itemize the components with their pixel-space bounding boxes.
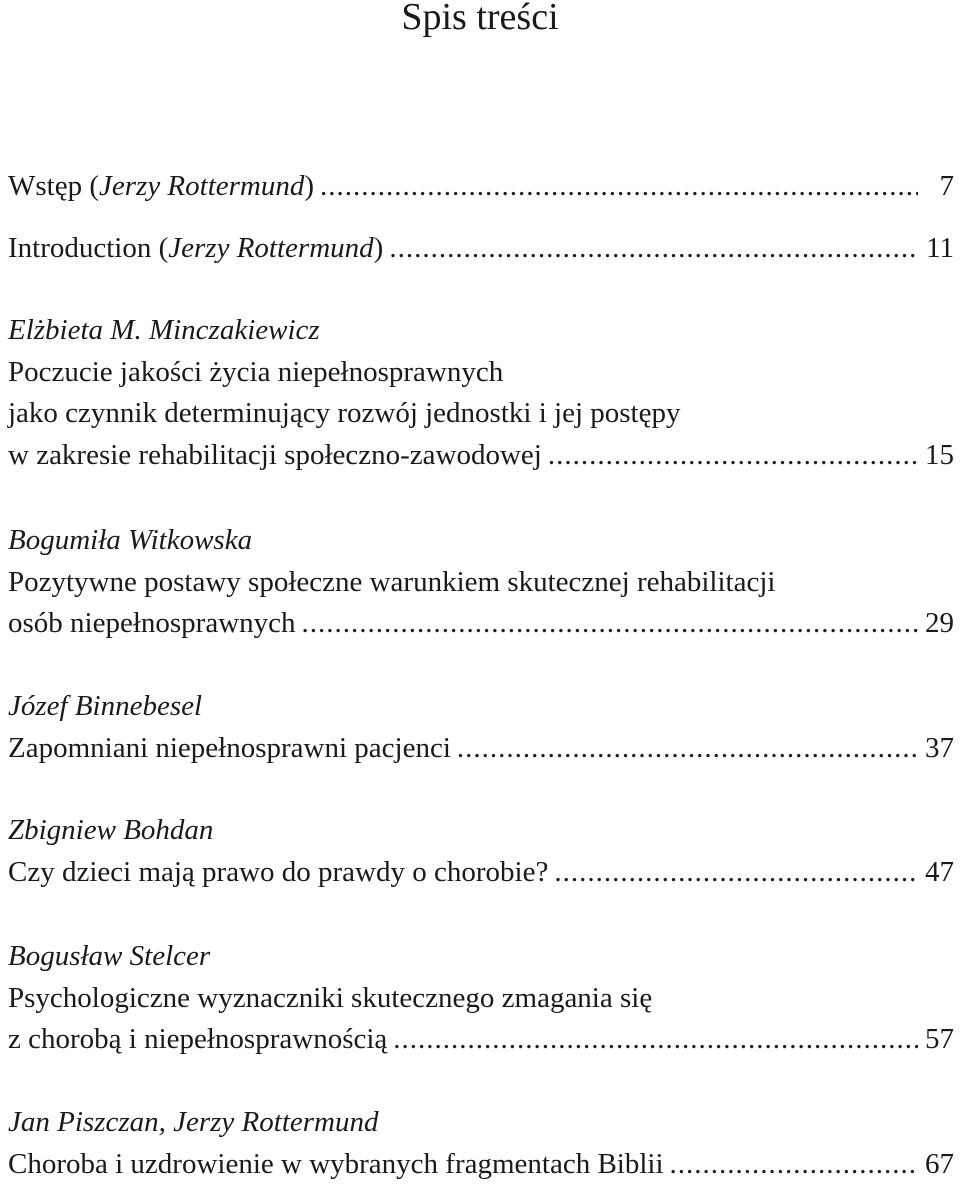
toc-entry-title: Czy dzieci mają prawo do prawdy o chorobie? — [8, 852, 548, 894]
toc-entry[interactable] — [8, 520, 954, 645]
page-number: 11 — [924, 228, 954, 270]
dot-leader — [548, 435, 918, 477]
page-number: 7 — [924, 166, 954, 208]
toc-entry-title-line: jako czynnik determinujący rozwój jednostki i jej postępy — [8, 393, 954, 435]
toc-entry-author: Jan Piszczan, Jerzy Rottermund — [8, 1102, 954, 1144]
toc-entry-author: Zbigniew Bohdan — [8, 810, 954, 852]
toc-entry-title-line: Psychologiczne wyznaczniki skutecznego zmagania się — [8, 978, 954, 1020]
toc-entry-title: Zapomniani niepełnosprawni pacjenci — [8, 728, 451, 770]
toc-entry-line — [8, 1144, 954, 1185]
page-number: 15 — [924, 435, 954, 477]
toc-entry-author: Józef Binnebesel — [8, 686, 954, 728]
toc-entry-title-line: Pozytywne postawy społeczne warunkiem skutecznej rehabilitacji — [8, 562, 954, 604]
dot-leader — [670, 1144, 918, 1185]
page-number: 47 — [924, 852, 954, 894]
toc-entry-line — [8, 603, 954, 645]
toc-entry-author: Bogumiła Witkowska — [8, 520, 954, 562]
toc-entry-author: Bogusław Stelcer — [8, 936, 954, 978]
toc-entry-line — [8, 852, 954, 894]
toc-entry-title-line: Poczucie jakości życia niepełnosprawnych — [8, 352, 954, 394]
toc-entry-line — [8, 228, 954, 270]
toc-entry-title: Wstęp (Jerzy Rottermund) — [8, 166, 314, 208]
toc-entry[interactable] — [8, 310, 954, 476]
toc-entry[interactable] — [8, 810, 954, 893]
toc-entry-title: Introduction (Jerzy Rottermund) — [8, 228, 383, 270]
toc-entry-line — [8, 166, 954, 208]
toc-entry-line — [8, 435, 954, 477]
page-number: 57 — [924, 1019, 954, 1061]
dot-leader — [457, 728, 918, 770]
toc-entry-title: Choroba i uzdrowienie w wybranych fragmentach Biblii — [8, 1144, 664, 1185]
toc-entry-author: Elżbieta M. Minczakiewicz — [8, 310, 954, 352]
toc-entry-author: Jerzy Rottermund — [99, 170, 304, 202]
toc-entry[interactable] — [8, 936, 954, 1061]
toc-entry-author: Jerzy Rottermund — [168, 232, 373, 264]
page-title: Spis treści — [0, 0, 960, 40]
page-number: 29 — [924, 603, 954, 645]
toc-entry-line — [8, 1019, 954, 1061]
page-number: 37 — [924, 728, 954, 770]
toc-entry-line — [8, 728, 954, 770]
toc-entry-title: osób niepełnosprawnych — [8, 603, 296, 645]
page-number: 67 — [924, 1144, 954, 1185]
dot-leader — [389, 228, 918, 270]
toc-entry[interactable] — [8, 166, 954, 208]
dot-leader — [554, 852, 918, 894]
dot-leader — [302, 603, 918, 645]
toc-entry-title: z chorobą i niepełnosprawnością — [8, 1019, 387, 1061]
dot-leader — [393, 1019, 918, 1061]
toc-entry[interactable] — [8, 1102, 954, 1185]
toc-entry[interactable] — [8, 228, 954, 270]
toc-entry-title: w zakresie rehabilitacji społeczno-zawodowej — [8, 435, 542, 477]
toc-entry[interactable] — [8, 686, 954, 769]
dot-leader — [320, 166, 918, 208]
